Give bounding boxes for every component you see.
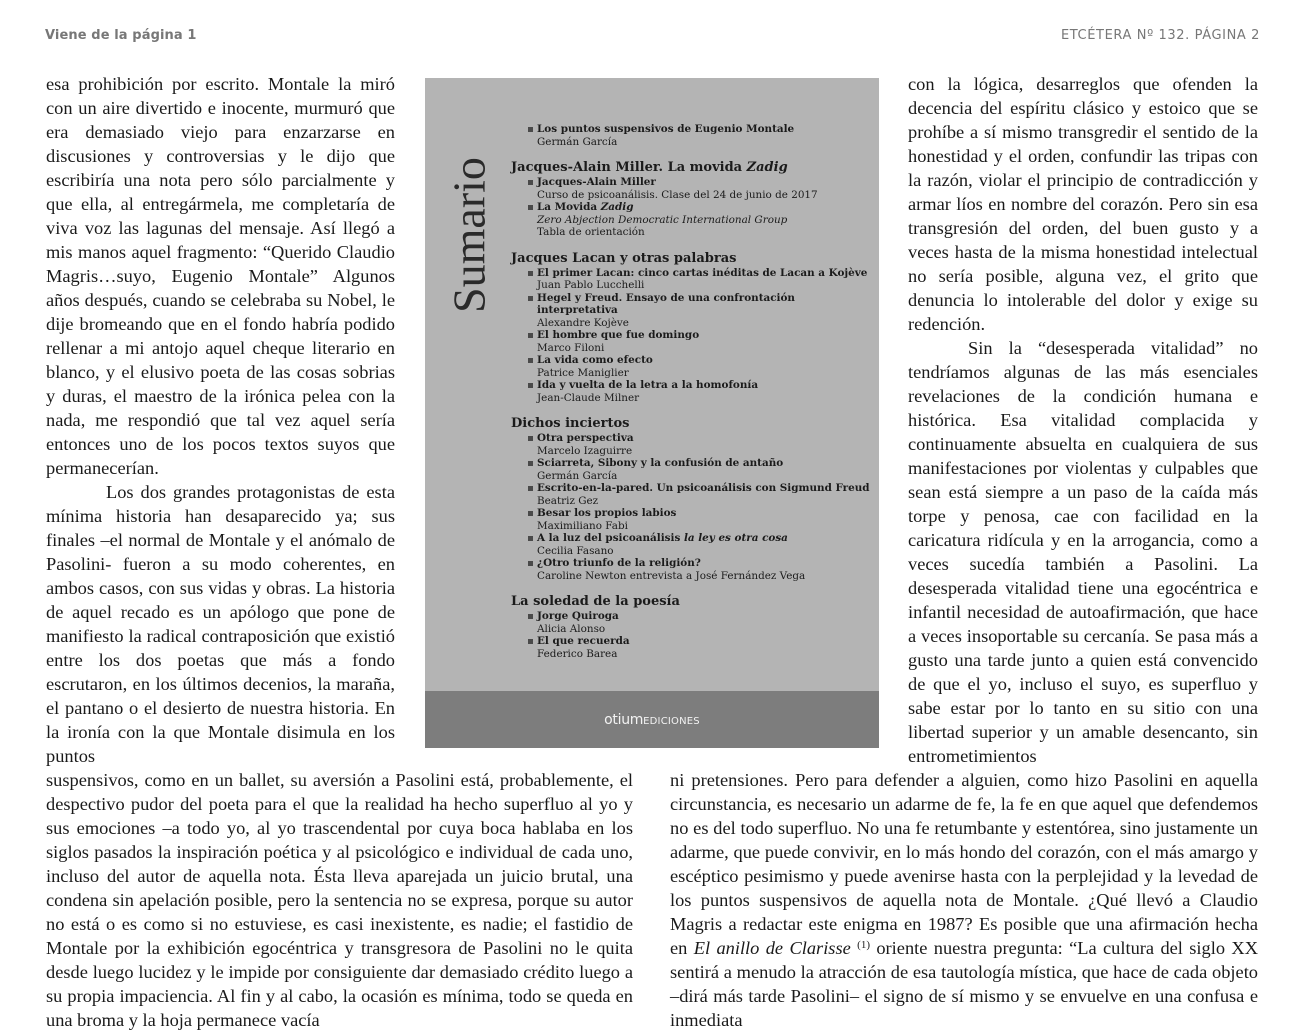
toc-entry: Jacques-Alain Miller Curso de psicoanálisis. Clase del 24 de junio de 2017 <box>511 176 871 201</box>
bottom-left-column <box>46 768 633 1032</box>
toc-entry: El primer Lacan: cinco cartas inéditas de Lacan a Kojève Juan Pablo Lucchelli <box>511 267 871 292</box>
toc-entry: El hombre que fue domingo Marco Filoni <box>511 329 871 354</box>
toc-entry: ¿Otro triunfo de la religión? Caroline Newton entrevista a José Fernández Vega <box>511 557 871 582</box>
toc-entry: A la luz del psicoanálisis la ley es otra cosa Cecilia Fasano <box>511 532 871 557</box>
sumario-title: Sumario <box>443 157 495 313</box>
bullet-icon <box>528 205 533 210</box>
bullet-icon <box>528 383 533 388</box>
issue-page-label: ETCÉTERA Nº 132. PÁGINA 2 <box>1060 28 1260 43</box>
bullet-icon <box>528 614 533 619</box>
toc-section-heading: Jacques Lacan y otras palabras <box>511 250 737 266</box>
publisher-bar <box>425 691 879 748</box>
toc-entry: Ida y vuelta de la letra a la homofonía Jean-Claude Milner <box>511 379 871 404</box>
bullet-icon <box>528 486 533 491</box>
bullet-icon <box>528 511 533 516</box>
toc-section-heading: Dichos inciertos <box>511 416 630 431</box>
toc-entry: Sciarreta, Sibony y la confusión de antaño Germán García <box>511 457 871 482</box>
toc-entry: Los puntos suspensivos de Eugenio Montale Germán García <box>511 123 871 148</box>
toc-section-heading: La soledad de la poesía <box>511 594 680 609</box>
paragraph: esa prohibición por escrito. Montale la miró con un aire divertido e inocente, murmuró que era demasiado viejo para enzarzarse en discusiones y controversias y le dijo que escribiría una nota pero sólo parcialmente y que ella, al entregármela, me completaría de viva voz las lagunas del mensaje. Así llegó a mis manos aquel fragmento: “Querido Claudio Magris…suyo, Eugenio Montale” Algunos años después, cuando se celebraba su Nobel, le dije bromeando que en el fondo habría podido rellenar a mi antojo aquel cheque literario en blanco, y el elusivo poeta de las cosas sobrias y duras, el maestro de la irónica pelea con la nada, me respondió que tal vez aquel sería entonces uno de los pocos textos suyos que permanecerían. <box>46 74 395 478</box>
paragraph: ni pretensiones. Pero para defender a alguien, como hizo Pasolini en aquella circunstancia, es necesario un adarme de fe, la fe en que aquel que defendemos no es del todo superfluo. No una fe retumbante y estentórea, sino justamente un adarme, que puede convivir, en lo más hondo del corazón, con el más amargo y escéptico pesimismo y puede avenirse hasta con la perplejidad y la levedad de los puntos suspensivos de aquella nota de Montale. ¿Qué llevó a Claudio Magris a redactar este enigma en 1987? Es posible que una afirmación hecha en El anillo de Clarisse $^{(1)}$ oriente nuestra pregunta: “La cultura del siglo XX sentirá a menudo la atracción de esa tautología mística, que hace de cada objeto –dirá más tarde Pasolini– el signo de sí mismo y se envuelve en una confusa e inmediata <box>670 770 1258 1030</box>
left-column-top <box>46 72 395 768</box>
bullet-icon <box>528 333 533 338</box>
toc-entry: Besar los propios labios Maximiliano Fabi <box>511 507 871 532</box>
publisher-logo: otiumEDICIONES <box>604 712 700 728</box>
toc-entry: La vida como efecto Patrice Maniglier <box>511 354 871 379</box>
right-column-top <box>908 72 1258 768</box>
footnote-ref: (1) <box>857 939 870 951</box>
paragraph: con la lógica, desarreglos que ofenden la decencia del espíritu clásico y estoico que se prohíbe a sí mismo transgredir el sentido de la honestidad y el orden, confundir las tripas con la razón, violar el principio de contradicción y armar líos en nombre del corazón. Pero sin esa transgresión del orden, del buen gusto y a veces hasta de la misma honestidad intelectual no sería posible, alguna vez, el grito que denuncia lo intolerable del dolor y exige su redención. <box>908 74 1258 334</box>
sumario-image <box>425 78 879 748</box>
bullet-icon <box>528 461 533 466</box>
paragraph: Los dos grandes protagonistas de esta mínima historia han desaparecido ya; sus finales –el normal de Montale y el anómalo de Pasolini- fueron a su modo coherentes, en ambos casos, con sus vidas y obras. La historia de aquel recado es un apólogo que pone de manifiesto la radical contraposición que existió entre los dos poetas que más a fondo escrutaron, en los últimos decenios, la maraña, el pantano o el desierto de nuestra historia. En la ironía con la que Montale disimula en los puntos <box>46 482 395 766</box>
continued-from-label: Viene de la página 1 <box>45 28 197 43</box>
toc-section-heading: Jacques-Alain Miller. La movida Zadig <box>511 160 788 175</box>
bullet-icon <box>528 639 533 644</box>
toc-entry: Otra perspectiva Marcelo Izaguirre <box>511 432 871 457</box>
toc-entry: La Movida Zadig Zero Abjection Democratic International Group Tabla de orientación <box>511 201 871 239</box>
bullet-icon <box>528 536 533 541</box>
toc-entry: El que recuerda Federico Barea <box>511 635 871 660</box>
bullet-icon <box>528 436 533 441</box>
page-header <box>45 28 1260 46</box>
toc-entry: Hegel y Freud. Ensayo de una confrontación interpretativa Alexandre Kojève <box>511 292 871 330</box>
toc-entry: Jorge Quiroga Alicia Alonso <box>511 610 871 635</box>
bottom-right-column <box>670 768 1258 1032</box>
bullet-icon <box>528 296 533 301</box>
toc-entry: Escrito-en-la-pared. Un psicoanálisis con Sigmund Freud Beatriz Gez <box>511 482 871 507</box>
bullet-icon <box>528 271 533 276</box>
table-of-contents <box>511 123 871 660</box>
paragraph: Sin la “desesperada vitalidad” no tendríamos algunas de las más esenciales revelaciones de la condición humana e histórica. Esa vitalidad complacida y continuamente absuelta en cualquiera de sus manifestaciones por violentas y culpables que sean está siempre a un paso de la caída más torpe y penosa, cae con facilidad en la caricatura ridícula y en la arrogancia, como a veces sucedía también a Pasolini. La desesperada vitalidad tiene una egocéntrica e infantil necesidad de autoafirmación, que hace a veces insoportable su cercanía. Se pasa más a gusto una tarde junto a quien está convencido de que el yo, incluso el suyo, es superfluo y sabe estar por lo tanto en su sitio con una libertad superior y un amable desencanto, sin entrometimientos <box>908 338 1258 766</box>
paragraph: suspensivos, como en un ballet, su aversión a Pasolini está, probablemente, el despectivo pudor del poeta para el que la realidad ha hecho superfluo al yo y sus emociones –a todo yo, al yo trascendental por cuya boca hablaba en los siglos pasados la inspiración poética y al psicológico e individual de cada uno, incluso del autor de aquella nota. Ésta lleva aparejada un juicio brutal, una condena sin apelación posible, pero la sentencia no se expresa, porque su autor no está o es como si no estuviese, es casi inexistente, es nadie; el fastidio de Montale por la exhibición egocéntrica y transgresora de Pasolini no le quita desde luego lucidez y le impide por consiguiente dar demasiado crédito luego a su propia impaciencia. Al fin y al cabo, la ocasión es mínima, todo se queda en una broma y la hoja permanece vacía <box>46 770 633 1030</box>
bullet-icon <box>528 180 533 185</box>
bullet-icon <box>528 358 533 363</box>
bullet-icon <box>528 127 533 132</box>
bullet-icon <box>528 561 533 566</box>
book-title: El anillo de Clarisse <box>693 938 851 958</box>
